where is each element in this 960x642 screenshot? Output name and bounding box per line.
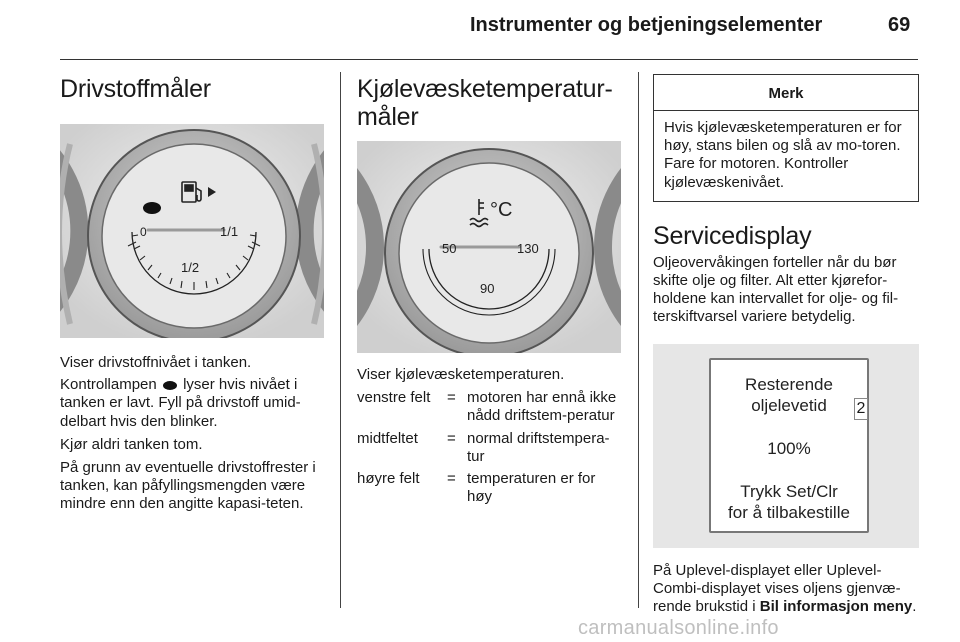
service-paragraph: Oljeovervåkingen forteller når du bør skifte olje og filter. Alt etter kjørefor-holdene kan intervallet for olje- og fil-terskiftvarsel variere betydelig. — [653, 253, 899, 326]
fuel-gauge-label-full: 1/1 — [220, 224, 239, 239]
fuel-gauge-label-half: 1/2 — [181, 260, 200, 275]
fuel-paragraph — [60, 376, 324, 431]
definition-row — [357, 470, 623, 510]
menu-reference: Bil informasjon meny — [759, 598, 913, 616]
definition-description: motoren har ennå ikke nådd driftstem-peratur — [467, 389, 617, 425]
fuel-gauge-illustration — [60, 124, 324, 338]
watermark-text: carmanualsonline.info — [578, 617, 779, 639]
column-divider — [638, 72, 639, 608]
column-divider — [340, 72, 341, 608]
definition-row — [357, 430, 623, 470]
fuel-paragraph: Kjør aldri tanken tom. — [60, 435, 203, 453]
service-heading: Servicedisplay — [653, 221, 812, 250]
coolant-gauge-label-high: 130 — [517, 241, 539, 256]
note-box — [653, 74, 919, 202]
page-number: 69 — [888, 14, 911, 36]
coolant-gauge-illustration — [357, 141, 621, 353]
definition-description: normal driftstempera-tur — [467, 429, 610, 465]
coolant-heading — [357, 75, 621, 131]
definition-separator: = — [447, 389, 456, 407]
service-display-screen — [709, 358, 869, 533]
coolant-definitions — [357, 389, 623, 510]
definition-separator: = — [447, 470, 456, 488]
coolant-gauge-label-mid: 90 — [480, 281, 495, 296]
definition-separator: = — [447, 429, 456, 447]
fuel-paragraph-text: lyser hvis nivået — [183, 376, 290, 394]
service-display-image — [653, 344, 919, 548]
fuel-paragraph: Viser drivstoffnivået i tanken. — [60, 354, 252, 371]
header-divider — [60, 59, 918, 60]
fuel-paragraph-text: Kontrollampen — [60, 376, 157, 394]
service-display-index: 2 — [854, 398, 868, 420]
coolant-gauge-image — [357, 141, 621, 353]
service-section — [653, 72, 919, 616]
coolant-gauge-label-low: 50 — [442, 241, 457, 256]
fuel-paragraph-text: i tanken er lavt. Fyll på drivstoff umid-delbart hvis den blinker. — [60, 376, 301, 430]
coolant-heading-line: Kjølevæsketemperatur- — [357, 75, 613, 103]
fuel-paragraph: På grunn av eventuelle drivstoffrester i tanken, kan påfyllingsmengden være mindre enn den angitte kapasi-teten. — [60, 459, 316, 513]
service-display-line: Trykk Set/Clr — [740, 481, 838, 501]
coolant-heading-line: måler — [357, 103, 419, 131]
service-paragraph — [653, 562, 919, 617]
coolant-paragraph: Viser kjølevæsketemperaturen. — [357, 366, 565, 383]
fuel-gauge-image — [60, 124, 324, 338]
low-fuel-lamp-icon — [163, 381, 177, 390]
low-fuel-lamp-icon — [143, 202, 161, 214]
service-display-percent: 100% — [767, 438, 811, 458]
service-paragraph-text: . — [912, 598, 917, 616]
fuel-gauge-label-empty: 0 — [140, 225, 147, 239]
note-text: Hvis kjølevæsketemperaturen er for høy, stans bilen og slå av mo-toren. Fare for motoren. Kontroller kjølevæskenivået. — [664, 119, 902, 191]
definition-description: temperaturen er for høy — [467, 470, 596, 506]
note-title: Merk — [654, 75, 918, 111]
page-header-title: Instrumenter og betjeningselementer — [470, 14, 823, 36]
coolant-gauge-unit: °C — [490, 199, 513, 221]
service-display-line: for å tilbakestille — [728, 502, 850, 522]
service-paragraph-text: På Uplevel-displayet eller Uplevel-Combi-displayet vises oljens gjenvæ-rende brukstid i — [653, 561, 901, 616]
service-display-line: oljelevetid — [751, 395, 827, 415]
fuel-section — [60, 72, 324, 514]
coolant-section — [357, 72, 621, 510]
fuel-heading: Drivstoffmåler — [60, 75, 211, 103]
definition-term: venstre felt — [357, 389, 431, 407]
definition-term: midtfeltet — [357, 429, 418, 447]
definition-row — [357, 389, 623, 429]
definition-term: høyre felt — [357, 470, 420, 488]
service-display-line: Resterende — [745, 374, 833, 394]
